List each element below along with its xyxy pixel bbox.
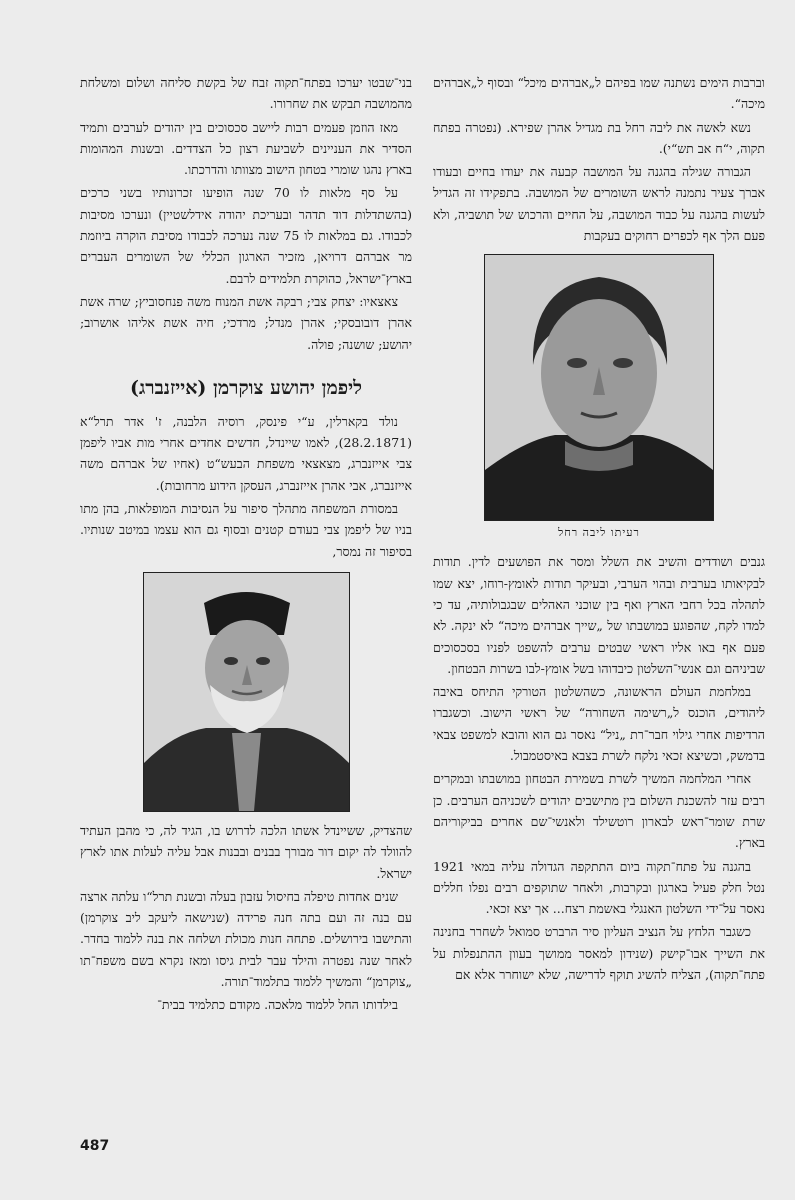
paragraph: כשגבר הלחץ על הנציב העליון סיר הרברט סמואל לשחרר בחנינה את השייך אבו־קישק (שנידון למאסר ממושך בעוון ההתנפלות על פתח־תקוה), הצליח להשיג תוקף לדרישה, שלא ישוחרר אלא אם (433, 924, 765, 983)
portrait-photo-woman (484, 254, 714, 521)
paragraph: שנים אחדות טיפלה בחיסול עזבון בעלה ובשנת תרל“ו עלתה ארצה עם בנה זה ועם בתה חנה פרידה (שנישאה ליעקב ליב צוקרמן) והתישבו בירושלים. פתחה חנות מכולת ושלחה את בנה ללמוד בחדר. לאחר שנה נפטרה והילד עבר לבית גיסו ומאז נקרא בשם משפח־תו „צוקרמן“ והמשיך ללמוד בתלמוד־תורה. (80, 888, 412, 990)
paragraph: נשא לאשה את ליבה רחל בת מגדיל אהרן שפירא. (נפטרה בפתח תקוה, י“ח אב תש“י). (433, 119, 765, 156)
right-column (433, 72, 765, 987)
paragraph: צאצאיו: יצחק צבי; רבקה אשת המנוח משה פנחסוביץ; שרה אשת אהרן דובובסקי; אהרן מנדל; מרדכי; חיה אשת אליהו אושרוב; יהושע; שושנה; פולה. (80, 293, 412, 352)
woman-portrait-image (485, 255, 713, 520)
paragraph: במסורת המשפחה מתהלך סיפור על הנסיבות המופלאות, בהן מתו בניו של ליפמן צבי בעודם קטנים ובסוף גם הוא עצמו במיטב שנותיו. בסיפור זה נמסר, (80, 501, 412, 559)
paragraph: בילדותו החל ללמוד מלאכה. מקודם כתלמיד בבית־ (157, 997, 398, 1013)
paragraph: על סף מלאות לו 70 שנה הופיעו זכרונותיו בשני כרכים (בהשתדלות דוד תדהר ובעריכת יהודה אידלשטיין) ונערכו מסיבות לכבודו. גם במלאות לו 75 שנה נערכה לכבודו מסיבת הוקרה ביוזמת מר אברהם דרויאן, מזכיר הארגון הכללי של השומרים העברים בארץ־ישראל, כהוקרת תלמידים לרבם. (80, 185, 412, 286)
paragraph: מאז הוזמן פעמים רבות ליישב סכסוכים בין יהודים לערבים ותמיד הסדיר את העניינים לשביעת רצון כל הצדדים. ובשנות המהומות בארץ נהגו שומרי בטחון הישוב מצוותו והדרכתו. (80, 119, 412, 178)
paragraph: וברבות הימים נשתנה שמו בפיהם ל„אברהים מיכל“ ובסוף ל„אברהים מיכה“. (433, 75, 765, 112)
left-column (80, 72, 412, 1018)
paragraph: גנבים ושודדים והשיב את השלל ומסר את הפושעים לדין. תודות לבקיאותו בערבית ובהוי הערבי, ובעיקר תודות לאומץ-רוחו, יצא שמו לתהלה בכל רחבי הארץ ואף בין שוכני האהלים שבגבולותיה, עד כי למדו לקח, שהפוגע במושבתו של „שייך אברהים מיכה“ לא ינקה. לא פעם אף באו אליו ראשי שבטים ערבים להשפט לפניו בסכסוכים שביניהם וגם אנשי־השלטון כיבדוהו בשל אומץ-לבו בשרות הבטחון. (433, 554, 765, 676)
paragraph: נולד בקארלין, ע“י פינסק, רוסיה הלבנה, ז' אדר תרל“א (28.2.1871), לאמו שיינדל, חדשים אחדים אחרי מות אביו ליפמן צבי אייזנברג, מצאצאי משפחת הבעש“ט (אחיו של אברהם משה אייזנברג, אבי אהרן אייזנברג, העסקן הידוע מרחובות). (80, 413, 412, 493)
man-portrait-image (144, 573, 349, 811)
portrait-photo-man (143, 572, 350, 812)
photo-caption: רעיתו ליבה רחל (558, 526, 640, 540)
paragraph: אחרי המלחמה המשיך לשרת בשמירת הבטחון במושבתו ובמקרים רבים עזר להשכנת השלום בין מתישבים יהודים לשכניהם הערבים. כן שרת שומר־ראש לבארון רוטשילד ולאנשי־שם אחרים בביקוריהם בארץ. (433, 771, 765, 851)
paragraph: בני־שבטו יערכו בפתח־תקוה זבח של בקשת סליחה ושלום ומשלחת מהמושבה תבקש את שחרורו. (80, 75, 412, 112)
section-title: ליפמן יהושע צוקרמן (אייזנברג) (130, 376, 362, 399)
paragraph: בהגנה על פתח־תקוה ביום התתקפה הגדולה עליה במאי 1921 נטל חלק פעיל בארגון ובקרבות, ולאחר שתוקפים רבים נפלו חללים נאסר על־ידי השלטון האנגלי באשמת רצח... אך יצא זכאי. (433, 858, 765, 917)
paragraph: הגבורה שגילה בהגנה על המושבה קבעה את יעודו בחיים ובעודו אברך צעיר נתמנה לראש השומרים של המושבה. בתפקידו זה הגדיל לעשות בהגנה על כבוד המושבה, על החיים והרכוש של תושביה, ולא פעם הלך אף לכפרים רחוקים בעקבות (433, 164, 765, 244)
paragraph: במלחמת העולם הראשונה, כשהשלטון הטורקי התיחס באיבה ליהודים, הוכנס ל„רשימה השחורה“ של ראשי הישוב. וכשגברו הרדיפות אחרי גילוי חבר־רת „ניל“ נאסר גם הוא והובא למשפט צבאי בדמשק, וכשיצא זכאי נלקח לשרת בצבא באיסטמבול. (433, 684, 765, 764)
page-number: 487 (80, 1138, 110, 1154)
paragraph: שהצדיק, ששיינדל אשתו הלכה לדרוש בו, הגיד לה, כי מהבן העתיד להוולד לה יקום דור מבורך בבנים ובבנות אבל עליה לעלות אתו לארץ ישראל. (80, 822, 412, 881)
